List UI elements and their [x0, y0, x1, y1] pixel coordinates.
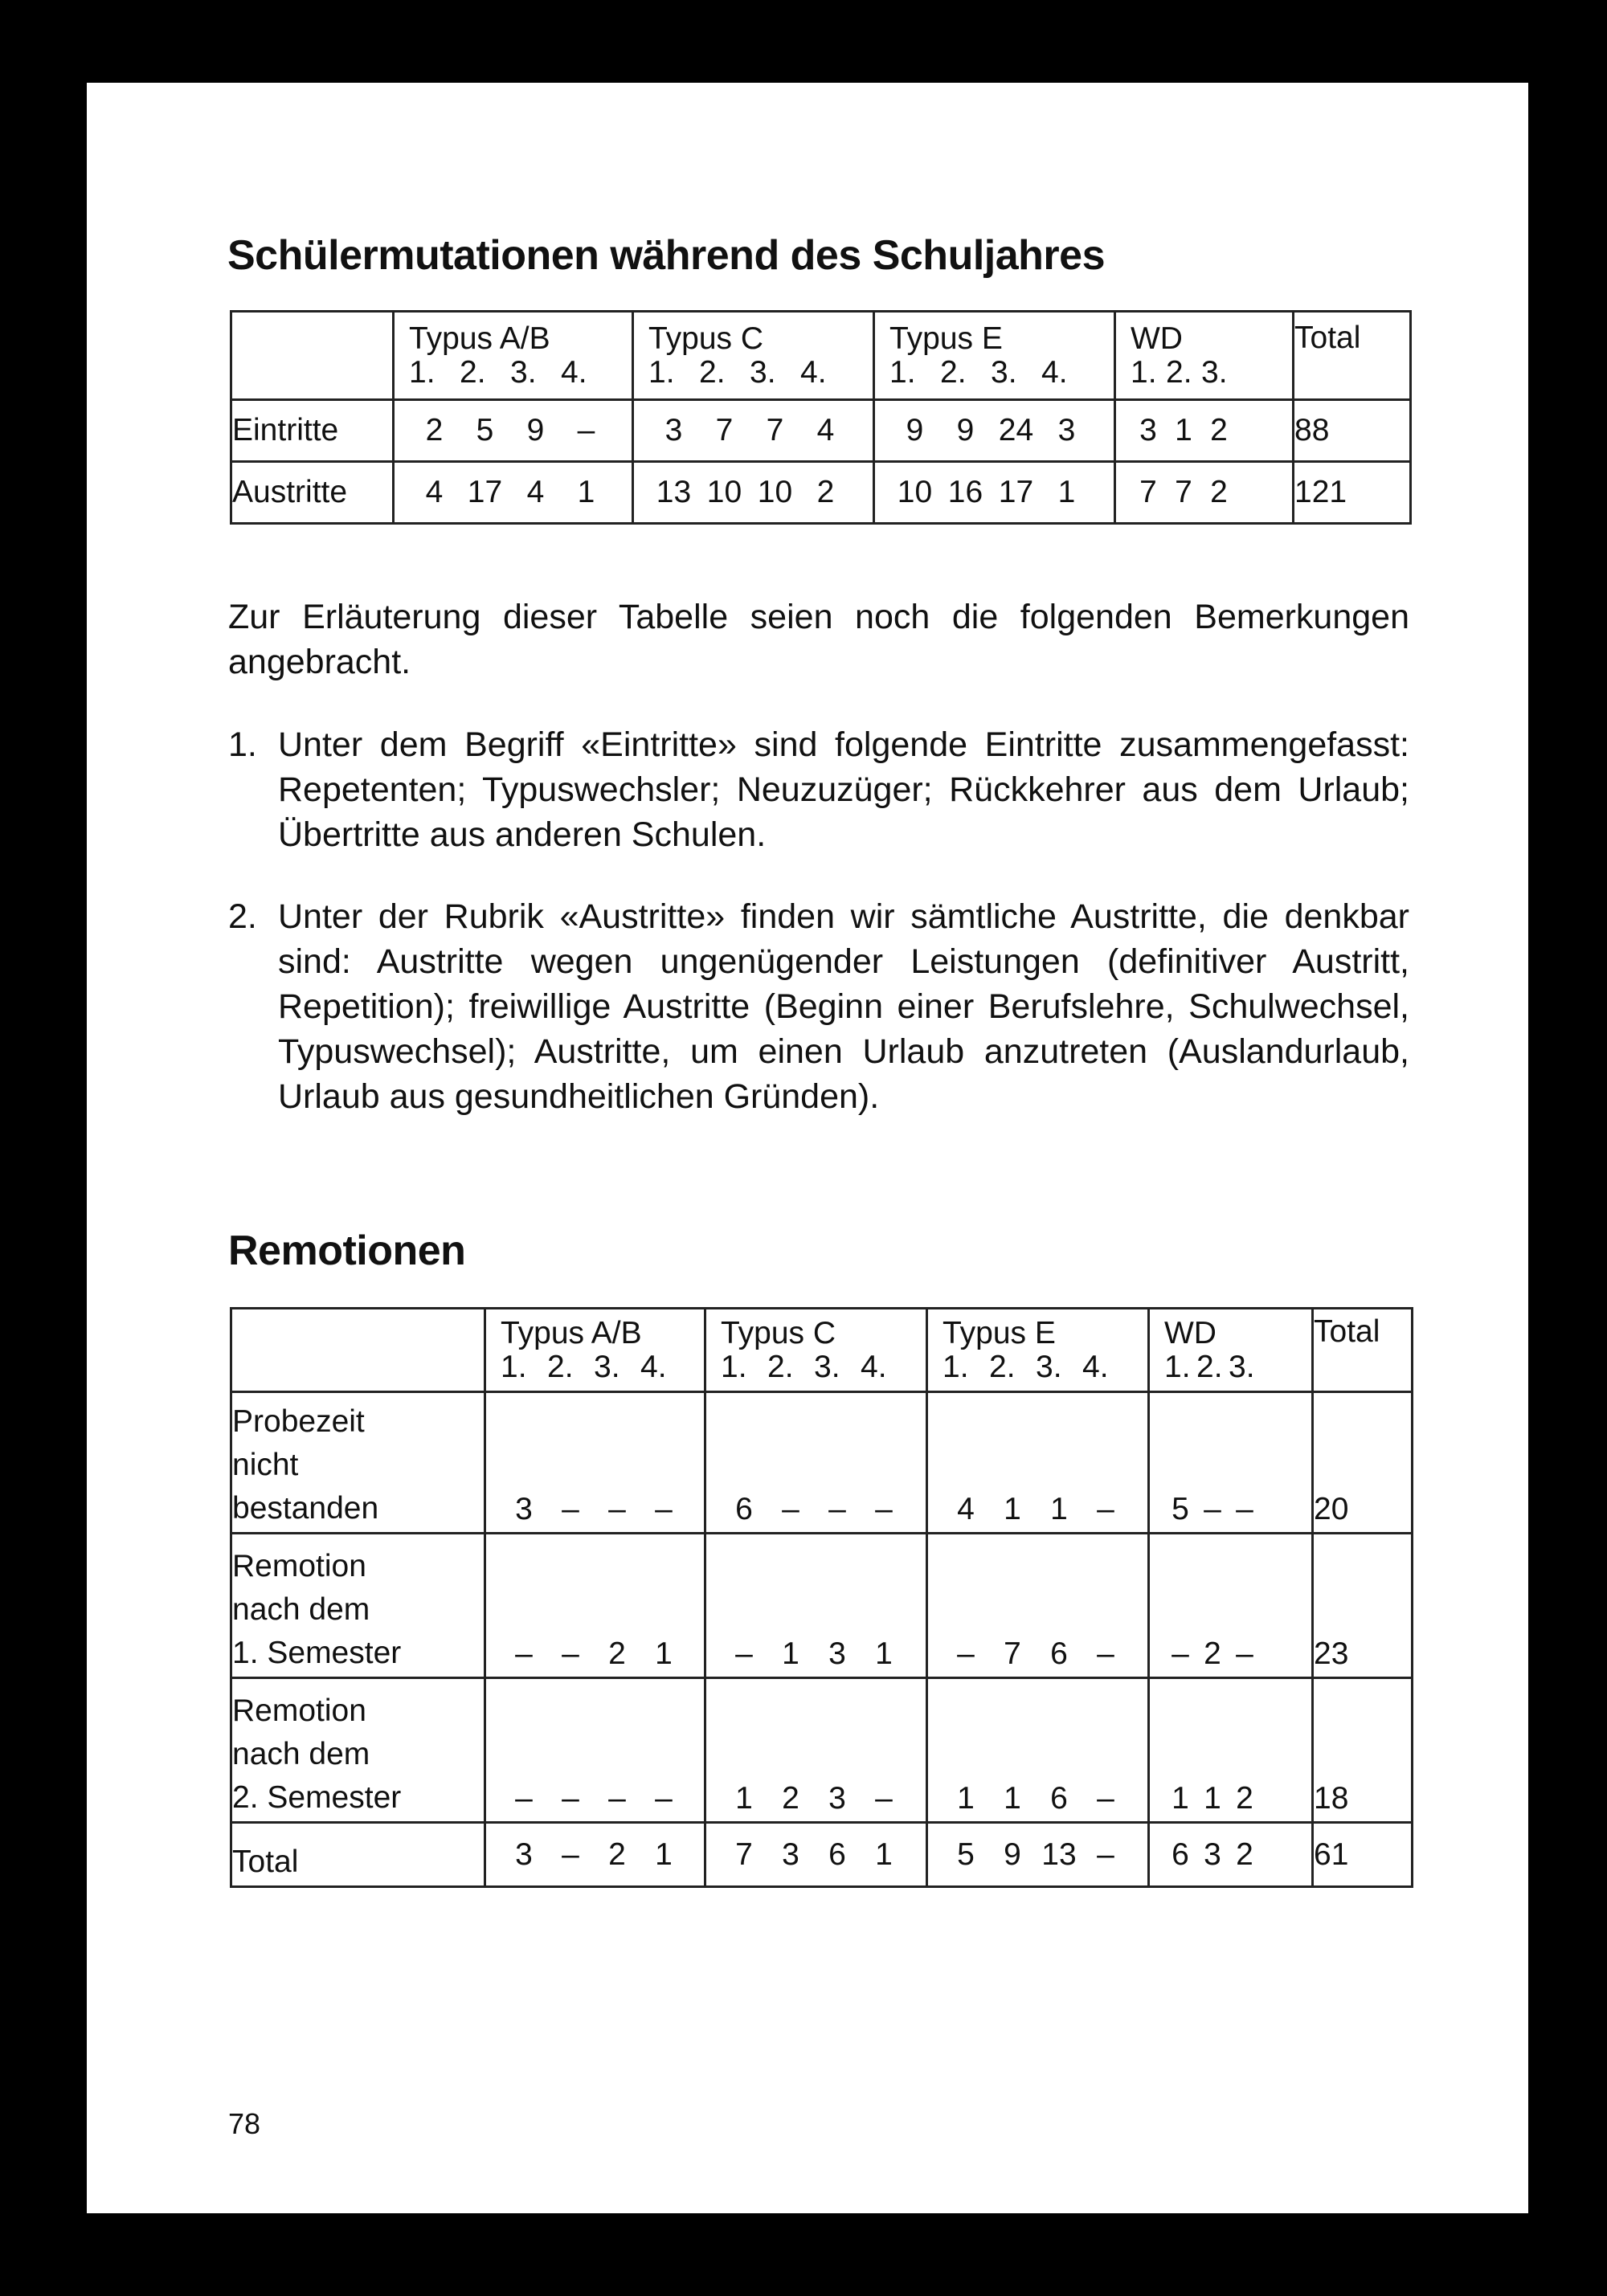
- cell-value: –: [1236, 1636, 1253, 1671]
- cell-value: –: [875, 1492, 893, 1526]
- remotionen-title: Remotionen: [228, 1228, 466, 1274]
- cell-value: 10: [706, 475, 742, 509]
- data-cell: [1149, 1823, 1313, 1887]
- cell-value: –: [562, 1636, 579, 1671]
- cell-value: 3: [1139, 413, 1157, 447]
- data-cell: [1115, 400, 1294, 462]
- cell-value: 1: [1172, 1781, 1189, 1816]
- cell-value: 6: [828, 1836, 846, 1872]
- document-page: [87, 83, 1528, 2213]
- data-cell: [705, 1534, 927, 1678]
- data-cell: [705, 1823, 927, 1887]
- cell-value: 3: [828, 1781, 846, 1816]
- cell-value: 3: [828, 1636, 846, 1671]
- cell-value: 3: [515, 1836, 533, 1872]
- subcolumn-number: 4.: [1041, 354, 1068, 390]
- subcolumn-number: 1.: [889, 354, 916, 390]
- total-cell: 18: [1313, 1678, 1413, 1823]
- cell-value: –: [562, 1781, 579, 1816]
- data-cell: [485, 1392, 705, 1534]
- cell-value: –: [1097, 1492, 1114, 1526]
- cell-value: 9: [956, 413, 975, 447]
- cell-value: 3: [782, 1836, 799, 1872]
- cell-value: 3: [1204, 1836, 1221, 1872]
- table-row: [231, 1678, 1413, 1823]
- cell-value: 4: [957, 1492, 975, 1526]
- data-cell: [485, 1823, 705, 1887]
- cell-value: 1: [655, 1836, 673, 1872]
- cell-value: 10: [897, 475, 933, 509]
- cell-value: 1: [1004, 1492, 1021, 1526]
- subcolumn-number: 2.: [767, 1349, 794, 1384]
- mutations-group-header: Typus A/B 1. 2. 3. 4.: [394, 312, 633, 400]
- subcolumn-number: 3.: [1036, 1349, 1062, 1384]
- cell-value: 2: [816, 475, 835, 509]
- table-row: [231, 1534, 1413, 1678]
- total-cell: 20: [1313, 1392, 1413, 1534]
- data-cell: [394, 462, 633, 524]
- cell-value: 2: [1204, 1636, 1221, 1671]
- data-cell: [927, 1678, 1149, 1823]
- data-cell: [927, 1534, 1149, 1678]
- cell-value: –: [735, 1636, 753, 1671]
- remotionen-total-header: Total: [1313, 1309, 1413, 1392]
- subcolumn-number: 2.: [989, 1349, 1016, 1384]
- cell-value: 1: [1004, 1781, 1021, 1816]
- subcolumn-number: 3.: [814, 1349, 840, 1384]
- cell-value: 1: [1175, 413, 1192, 447]
- cell-value: –: [655, 1492, 673, 1526]
- mutations-total-header: Total: [1294, 312, 1411, 400]
- note-number: 1.: [228, 725, 257, 764]
- cell-value: 2: [1210, 475, 1228, 509]
- cell-value: 9: [906, 413, 924, 447]
- cell-value: 1: [875, 1636, 893, 1671]
- cell-value: 16: [947, 475, 983, 509]
- row-label: Probezeit nicht bestanden: [231, 1392, 485, 1534]
- cell-value: –: [1172, 1636, 1189, 1671]
- mutations-group-header: Typus C 1. 2. 3. 4.: [633, 312, 874, 400]
- subcolumn-number: 2.: [940, 354, 967, 390]
- row-label: Total: [231, 1823, 485, 1887]
- remotionen-group-header: Typus C 1. 2. 3. 4.: [705, 1309, 927, 1392]
- subcolumn-number: 3.: [1201, 354, 1228, 390]
- cell-value: 13: [1041, 1836, 1077, 1872]
- subcolumn-number: 2.: [1196, 1349, 1223, 1384]
- cell-value: 5: [476, 413, 494, 447]
- intro-paragraph: Zur Erläuterung dieser Tabelle seien noch die folgenden Bemerkungen angebracht.: [228, 598, 1409, 681]
- total-cell: 61: [1313, 1823, 1413, 1887]
- cell-value: 7: [766, 413, 784, 447]
- data-cell: [874, 462, 1115, 524]
- cell-value: 4: [816, 413, 835, 447]
- data-cell: [1115, 462, 1294, 524]
- cell-value: 1: [1050, 1492, 1068, 1526]
- data-cell: [394, 400, 633, 462]
- cell-value: 5: [1172, 1492, 1189, 1526]
- cell-value: 1: [957, 1781, 975, 1816]
- total-cell: 88: [1294, 400, 1411, 462]
- note-text: Unter dem Begriff «Eintritte» sind folgende Eintritte zusammengefasst: Repetenten; Typuswechsler; Neuzuzüger; Rückkehrer aus dem Urlaub; Übertritte aus anderen Schulen.: [278, 725, 1409, 854]
- page-number: 78: [228, 2107, 261, 2140]
- subcolumn-number: 4.: [861, 1349, 887, 1384]
- subcolumn-number: 3.: [510, 354, 537, 390]
- cell-value: 2: [1210, 413, 1228, 447]
- cell-value: 2: [425, 413, 444, 447]
- subcolumn-number: 2.: [1166, 354, 1192, 390]
- row-label: Remotion nach dem 2. Semester: [231, 1678, 485, 1823]
- cell-value: 1: [1057, 475, 1076, 509]
- mutations-group-header: WD 1. 2. 3.: [1115, 312, 1294, 400]
- cell-value: 7: [1139, 475, 1157, 509]
- row-label: Austritte: [231, 462, 394, 524]
- cell-value: 3: [664, 413, 683, 447]
- cell-value: 2: [782, 1781, 799, 1816]
- subcolumn-number: 3.: [594, 1349, 620, 1384]
- subcolumn-number: 3.: [750, 354, 776, 390]
- table-row: [231, 462, 1411, 524]
- data-cell: [485, 1678, 705, 1823]
- subcolumn-number: 4.: [640, 1349, 667, 1384]
- subcolumn-number: 3.: [991, 354, 1017, 390]
- remotionen-group-header: Typus A/B 1. 2. 3. 4.: [485, 1309, 705, 1392]
- cell-value: 1: [577, 475, 595, 509]
- cell-value: 3: [515, 1492, 533, 1526]
- subcolumn-number: 4.: [561, 354, 587, 390]
- remotionen-group-header: Typus E 1. 2. 3. 4.: [927, 1309, 1149, 1392]
- note-number: 2.: [228, 897, 257, 936]
- cell-value: –: [1204, 1492, 1221, 1526]
- cell-value: 7: [735, 1836, 753, 1872]
- cell-value: 5: [957, 1836, 975, 1872]
- subcolumn-number: 2.: [547, 1349, 574, 1384]
- data-cell: [874, 400, 1115, 462]
- cell-value: 1: [875, 1836, 893, 1872]
- cell-value: 7: [1004, 1636, 1021, 1671]
- cell-value: 1: [782, 1636, 799, 1671]
- cell-value: –: [577, 413, 595, 447]
- data-cell: [705, 1392, 927, 1534]
- cell-value: 2: [1236, 1836, 1253, 1872]
- subcolumn-number: 4.: [800, 354, 827, 390]
- data-cell: [1149, 1534, 1313, 1678]
- data-cell: [705, 1678, 927, 1823]
- subcolumn-number: 3.: [1229, 1349, 1255, 1384]
- remotionen-corner-cell: [231, 1309, 485, 1392]
- cell-value: 1: [655, 1636, 673, 1671]
- cell-value: 6: [735, 1492, 753, 1526]
- data-cell: [1149, 1678, 1313, 1823]
- subcolumn-number: 1.: [943, 1349, 969, 1384]
- cell-value: –: [1097, 1781, 1114, 1816]
- cell-value: –: [782, 1492, 799, 1526]
- total-cell: 121: [1294, 462, 1411, 524]
- cell-value: 17: [467, 475, 503, 509]
- cell-value: –: [1236, 1492, 1253, 1526]
- cell-value: –: [562, 1836, 579, 1872]
- cell-value: 7: [715, 413, 734, 447]
- data-cell: [633, 400, 874, 462]
- cell-value: 6: [1050, 1636, 1068, 1671]
- cell-value: 2: [608, 1636, 626, 1671]
- cell-value: 3: [1057, 413, 1076, 447]
- cell-value: 10: [757, 475, 793, 509]
- cell-value: 2: [608, 1836, 626, 1872]
- remotionen-group-header: WD 1. 2. 3.: [1149, 1309, 1313, 1392]
- cell-value: –: [515, 1636, 533, 1671]
- cell-value: 1: [1204, 1781, 1221, 1816]
- cell-value: –: [608, 1492, 626, 1526]
- cell-value: 6: [1050, 1781, 1068, 1816]
- subcolumn-number: 1.: [1131, 354, 1157, 390]
- cell-value: 7: [1175, 475, 1192, 509]
- total-cell: 23: [1313, 1534, 1413, 1678]
- cell-value: –: [515, 1781, 533, 1816]
- cell-value: 9: [526, 413, 545, 447]
- data-cell: [1149, 1392, 1313, 1534]
- note-text: Unter der Rubrik «Austritte» finden wir sämtliche Austritte, die denkbar sind: Austritte wegen ungenügender Leistungen (definitiver Austritt, Repetition); freiwillige Austritte (Beginn einer Berufslehre, Schulwechsel, Typuswechsel); Austritte, um einen Urlaub anzutreten (Auslandurlaub, Urlaub aus gesundheitlichen Gründen).: [278, 897, 1409, 1116]
- mutations-corner-cell: [231, 312, 394, 400]
- subcolumn-number: 2.: [460, 354, 486, 390]
- cell-value: 4: [425, 475, 444, 509]
- subcolumn-number: 2.: [699, 354, 726, 390]
- subcolumn-number: 1.: [721, 1349, 747, 1384]
- subcolumn-number: 1.: [1164, 1349, 1191, 1384]
- cell-value: –: [828, 1492, 846, 1526]
- row-label: Eintritte: [231, 400, 394, 462]
- cell-value: 13: [656, 475, 692, 509]
- cell-value: –: [655, 1781, 673, 1816]
- table-row: [231, 1823, 1413, 1887]
- cell-value: 2: [1236, 1781, 1253, 1816]
- table-row: [231, 1392, 1413, 1534]
- cell-value: 6: [1172, 1836, 1189, 1872]
- cell-value: 9: [1004, 1836, 1021, 1872]
- cell-value: 17: [998, 475, 1034, 509]
- cell-value: 1: [735, 1781, 753, 1816]
- mutations-title: Schülermutationen während des Schuljahres: [227, 232, 1105, 279]
- subcolumn-number: 1.: [501, 1349, 527, 1384]
- cell-value: –: [875, 1781, 893, 1816]
- subcolumn-number: 1.: [648, 354, 675, 390]
- cell-value: 4: [526, 475, 545, 509]
- data-cell: [927, 1823, 1149, 1887]
- cell-value: –: [608, 1781, 626, 1816]
- data-cell: [485, 1534, 705, 1678]
- remotionen-table: [230, 1307, 1413, 1888]
- remotionen-header-row: [231, 1309, 1413, 1392]
- cell-value: –: [1097, 1836, 1114, 1872]
- data-cell: [633, 462, 874, 524]
- row-label: Remotion nach dem 1. Semester: [231, 1534, 485, 1678]
- mutations-table: [230, 310, 1412, 525]
- subcolumn-number: 1.: [409, 354, 435, 390]
- mutations-group-header: Typus E 1. 2. 3. 4.: [874, 312, 1115, 400]
- data-cell: [927, 1392, 1149, 1534]
- cell-value: –: [1097, 1636, 1114, 1671]
- subcolumn-number: 4.: [1082, 1349, 1109, 1384]
- cell-value: 24: [998, 413, 1034, 447]
- cell-value: –: [957, 1636, 975, 1671]
- cell-value: –: [562, 1492, 579, 1526]
- table-row: [231, 400, 1411, 462]
- mutations-header-row: [231, 312, 1411, 400]
